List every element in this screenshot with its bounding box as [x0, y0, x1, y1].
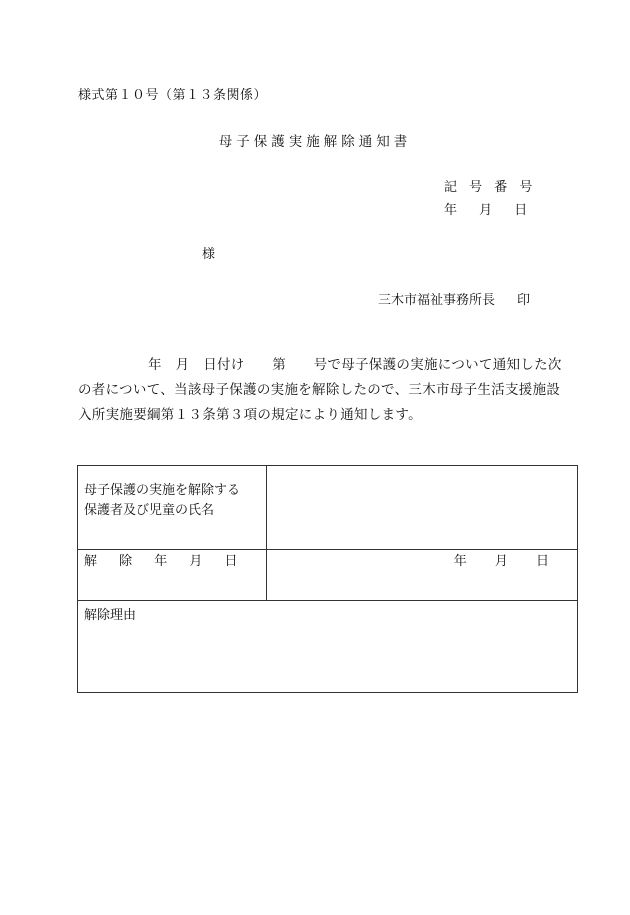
- release-date-label: 解 除 年 月 日: [78, 550, 267, 601]
- subject-label-cell: [78, 466, 267, 550]
- release-reason-label: 解除理由: [84, 608, 137, 623]
- reason-row: [78, 601, 578, 693]
- document-title: 母子保護実施解除通知書: [218, 134, 412, 150]
- release-reason-cell[interactable]: [78, 601, 578, 693]
- sender-office: 三木市福祉事務所長: [378, 293, 496, 308]
- addressee-honorific: 様: [202, 247, 216, 262]
- subject-row: [78, 466, 578, 550]
- issue-date-line: 年 月 日: [444, 203, 528, 218]
- body-line-2: の者について、当該母子保護の実施を解除したので、三木市母子生活支援施設: [78, 382, 561, 398]
- sender-line: [378, 289, 530, 308]
- notice-body: [78, 353, 578, 428]
- subject-label-line-2: 保護者及び児童の氏名: [84, 503, 215, 518]
- details-table: [77, 465, 578, 693]
- release-date-value[interactable]: 年 月 日: [267, 550, 578, 601]
- reference-number-label: 記 号 番 号: [444, 180, 533, 195]
- form-number: 様式第１０号（第１３条関係）: [78, 88, 268, 103]
- body-line-3: 入所実施要綱第１３条第３項の規定により通知します。: [78, 407, 422, 423]
- subject-value-cell[interactable]: [267, 466, 578, 550]
- body-line-1: 年 月 日付け 第 号で母子保護の実施について通知した次: [148, 357, 562, 373]
- seal-mark: 印: [517, 293, 531, 308]
- release-date-row: [78, 550, 578, 601]
- subject-label-line-1: 母子保護の実施を解除する: [84, 483, 241, 498]
